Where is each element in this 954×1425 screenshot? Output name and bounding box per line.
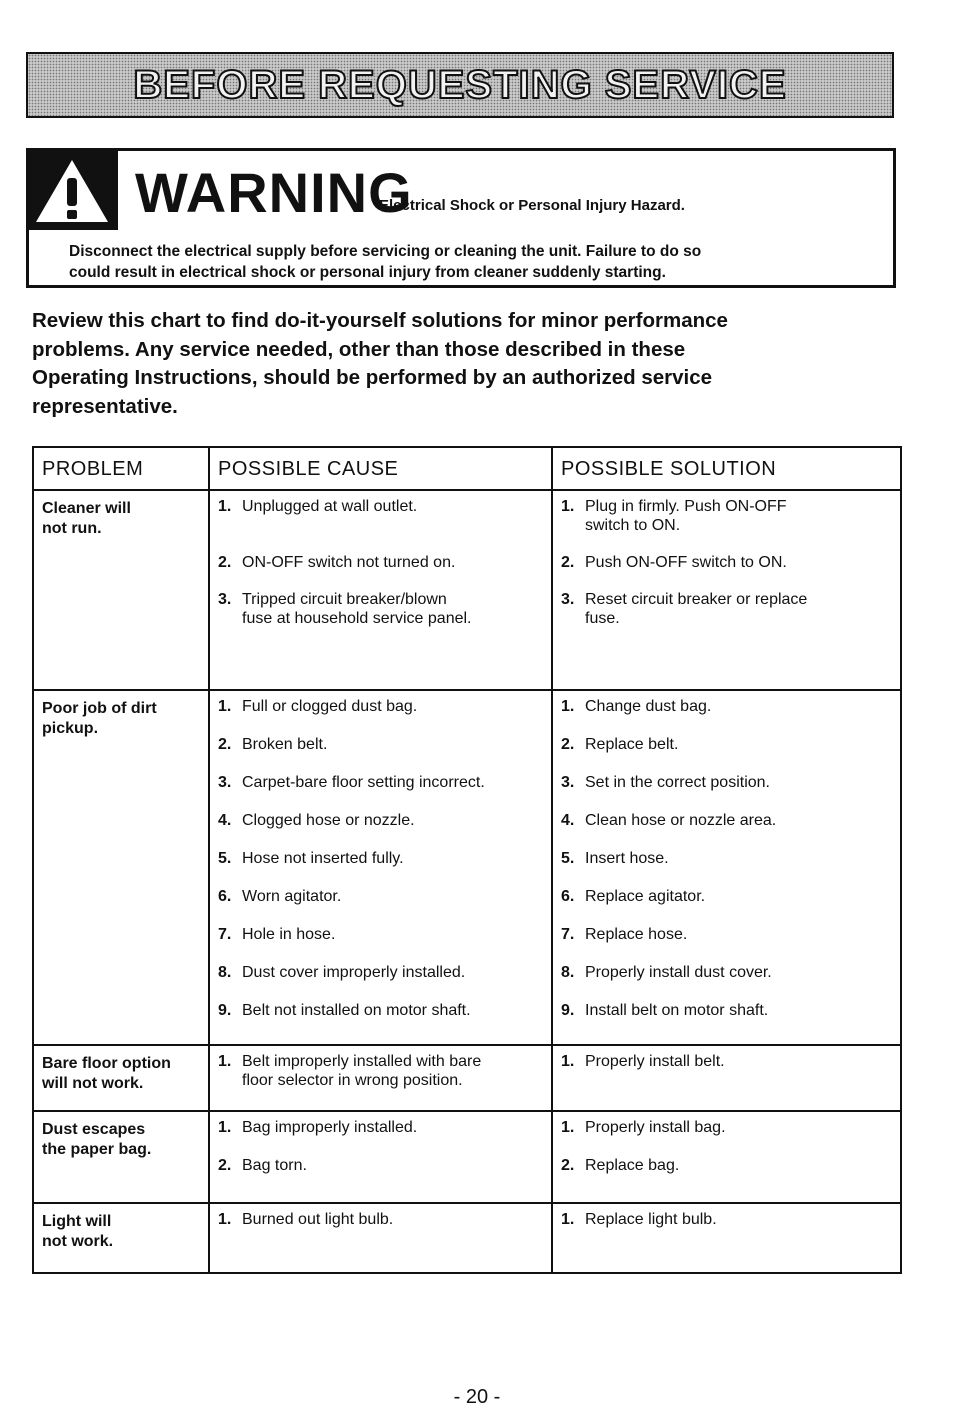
header-problem: PROBLEM xyxy=(33,447,209,490)
list-item xyxy=(561,849,892,868)
warning-text-line: Disconnect the electrical supply before servicing or cleaning the unit. Failure to do so xyxy=(69,243,702,260)
item-text: Burned out light bulb. xyxy=(242,1211,394,1228)
problem-line: Light will xyxy=(42,1213,112,1230)
item-number: 8. xyxy=(218,964,232,981)
item-text xyxy=(242,1052,543,1090)
list-item xyxy=(561,590,892,628)
table-header-row xyxy=(33,447,901,490)
item-number: 3. xyxy=(218,591,232,608)
item-number: 3. xyxy=(561,774,575,791)
list-item xyxy=(218,590,543,628)
item-number: 2. xyxy=(561,736,575,753)
item-number: 3. xyxy=(218,774,232,791)
item-text: Worn agitator. xyxy=(242,888,342,905)
list-item xyxy=(218,1052,543,1090)
item-text-line: switch to ON. xyxy=(585,517,681,534)
list-item xyxy=(218,887,543,906)
item-text xyxy=(585,497,892,535)
problem-cell xyxy=(33,1045,209,1111)
list-item xyxy=(561,1118,892,1137)
troubleshooting-table xyxy=(32,446,902,1274)
problem-cell xyxy=(33,1203,209,1273)
item-text: Carpet-bare floor setting incorrect. xyxy=(242,774,485,791)
banner-title: BEFORE REQUESTING SERVICE xyxy=(133,62,787,107)
item-number: 1. xyxy=(218,1211,232,1228)
cause-cell xyxy=(209,1111,552,1203)
item-text: Clean hose or nozzle area. xyxy=(585,812,777,829)
page-banner xyxy=(26,52,894,118)
problem-line: Poor job of dirt xyxy=(42,700,157,717)
table-row xyxy=(33,690,901,1045)
solution-cell xyxy=(552,1111,901,1203)
header-cause: POSSIBLE CAUSE xyxy=(209,447,552,490)
header-solution: POSSIBLE SOLUTION xyxy=(552,447,901,490)
problem-line: Cleaner will xyxy=(42,500,131,517)
list-item xyxy=(561,1210,892,1229)
item-text-line: Reset circuit breaker or replace xyxy=(585,591,808,608)
item-text-line: Belt improperly installed with bare xyxy=(242,1053,482,1070)
item-number: 6. xyxy=(218,888,232,905)
table-row xyxy=(33,1111,901,1203)
warning-box xyxy=(26,148,896,288)
item-text: Properly install bag. xyxy=(585,1119,726,1136)
item-text: Insert hose. xyxy=(585,850,669,867)
item-number: 9. xyxy=(561,1002,575,1019)
list-item xyxy=(218,1001,543,1020)
list-item xyxy=(218,963,543,982)
item-text: Unplugged at wall outlet. xyxy=(242,498,418,515)
item-text xyxy=(585,590,892,628)
item-text-line: Plug in firmly. Push ON-OFF xyxy=(585,498,787,515)
item-text: Full or clogged dust bag. xyxy=(242,698,418,715)
warning-text-line: could result in electrical shock or personal injury from cleaner suddenly starting. xyxy=(69,264,666,281)
problem-cell xyxy=(33,690,209,1045)
solution-cell xyxy=(552,1045,901,1111)
item-number: 4. xyxy=(218,812,232,829)
item-text: Set in the correct position. xyxy=(585,774,770,791)
cause-cell xyxy=(209,490,552,690)
item-text: Properly install belt. xyxy=(585,1053,725,1070)
intro-line: Review this chart to find do-it-yourself solutions for minor performance xyxy=(32,309,728,332)
item-text: Hose not inserted fully. xyxy=(242,850,404,867)
list-item xyxy=(561,697,892,716)
item-number: 1. xyxy=(218,698,232,715)
item-number: 1. xyxy=(561,1211,575,1228)
list-item xyxy=(218,697,543,716)
item-number: 3. xyxy=(561,591,575,608)
item-text-line: Tripped circuit breaker/blown xyxy=(242,591,447,608)
item-number: 6. xyxy=(561,888,575,905)
item-text: Install belt on motor shaft. xyxy=(585,1002,769,1019)
problem-line: not run. xyxy=(42,520,102,537)
item-text: Change dust bag. xyxy=(585,698,712,715)
warning-hazard: Electrical Shock or Personal Injury Hazard. xyxy=(379,197,685,214)
intro-line: Operating Instructions, should be performed by an authorized service xyxy=(32,366,713,389)
problem-line: the paper bag. xyxy=(42,1141,152,1158)
item-text: Replace light bulb. xyxy=(585,1211,717,1228)
list-item xyxy=(218,925,543,944)
solution-cell xyxy=(552,1203,901,1273)
item-number: 1. xyxy=(561,698,575,715)
intro-line: problems. Any service needed, other than those described in these xyxy=(32,337,686,361)
list-item xyxy=(561,773,892,792)
item-text: Bag torn. xyxy=(242,1157,307,1174)
list-item xyxy=(218,553,543,572)
item-text: Replace hose. xyxy=(585,926,688,943)
item-number: 1. xyxy=(218,1119,232,1136)
item-number: 2. xyxy=(218,736,232,753)
list-item xyxy=(218,1118,543,1137)
list-item xyxy=(561,735,892,754)
item-number: 7. xyxy=(561,926,575,943)
item-text: Push ON-OFF switch to ON. xyxy=(585,554,787,571)
problem-line: Bare floor option xyxy=(42,1055,171,1072)
problem-line: will not work. xyxy=(42,1075,144,1092)
item-text: Replace agitator. xyxy=(585,888,706,905)
item-text: Dust cover improperly installed. xyxy=(242,964,466,981)
list-item xyxy=(561,497,892,535)
intro-line: representative. xyxy=(32,394,178,418)
item-number: 8. xyxy=(561,964,575,981)
list-item xyxy=(218,811,543,830)
warning-triangle-icon xyxy=(32,154,112,226)
item-number: 1. xyxy=(218,498,232,515)
item-number: 1. xyxy=(218,1053,232,1070)
list-item xyxy=(561,811,892,830)
problem-cell xyxy=(33,490,209,690)
table-row xyxy=(33,490,901,690)
item-text: Properly install dust cover. xyxy=(585,964,772,981)
list-item xyxy=(218,773,543,792)
problem-line: pickup. xyxy=(42,720,99,737)
table-row xyxy=(33,1203,901,1273)
item-number: 9. xyxy=(218,1002,232,1019)
item-text: Replace bag. xyxy=(585,1157,680,1174)
item-number: 1. xyxy=(561,1053,575,1070)
table-row xyxy=(33,1045,901,1111)
list-item xyxy=(218,849,543,868)
item-text-line: fuse at household service panel. xyxy=(242,610,472,627)
item-text: Bag improperly installed. xyxy=(242,1119,418,1136)
item-number: 5. xyxy=(561,850,575,867)
list-item xyxy=(218,1156,543,1175)
solution-cell xyxy=(552,490,901,690)
list-item xyxy=(218,497,543,516)
cause-cell xyxy=(209,1045,552,1111)
item-number: 2. xyxy=(561,1157,575,1174)
item-number: 2. xyxy=(218,554,232,571)
intro-paragraph xyxy=(32,307,892,421)
solution-cell xyxy=(552,690,901,1045)
list-item xyxy=(561,1156,892,1175)
item-number: 7. xyxy=(218,926,232,943)
list-item xyxy=(561,887,892,906)
item-number: 5. xyxy=(218,850,232,867)
list-item xyxy=(218,735,543,754)
item-number: 1. xyxy=(561,1119,575,1136)
cause-cell xyxy=(209,1203,552,1273)
list-item xyxy=(561,963,892,982)
problem-line: Dust escapes xyxy=(42,1121,146,1138)
list-item xyxy=(218,1210,543,1229)
item-text-line: fuse. xyxy=(585,610,620,627)
item-text: Replace belt. xyxy=(585,736,679,753)
list-item xyxy=(561,1052,892,1071)
item-number: 4. xyxy=(561,812,575,829)
item-number: 2. xyxy=(561,554,575,571)
list-item xyxy=(561,553,892,572)
item-text: Broken belt. xyxy=(242,736,328,753)
problem-line: not work. xyxy=(42,1233,114,1250)
list-item xyxy=(561,925,892,944)
item-text xyxy=(242,590,543,628)
item-number: 1. xyxy=(561,498,575,515)
item-text-line: floor selector in wrong position. xyxy=(242,1072,463,1089)
item-text: Clogged hose or nozzle. xyxy=(242,812,415,829)
item-text: Belt not installed on motor shaft. xyxy=(242,1002,471,1019)
warning-word: WARNING xyxy=(135,161,413,224)
warning-text xyxy=(69,241,879,283)
cause-cell xyxy=(209,690,552,1045)
list-item xyxy=(561,1001,892,1020)
item-text: Hole in hose. xyxy=(242,926,336,943)
warning-icon-block xyxy=(26,148,118,230)
item-text: ON-OFF switch not turned on. xyxy=(242,554,456,571)
page-number: - 20 - xyxy=(453,1386,501,1408)
item-number: 2. xyxy=(218,1157,232,1174)
problem-cell xyxy=(33,1111,209,1203)
